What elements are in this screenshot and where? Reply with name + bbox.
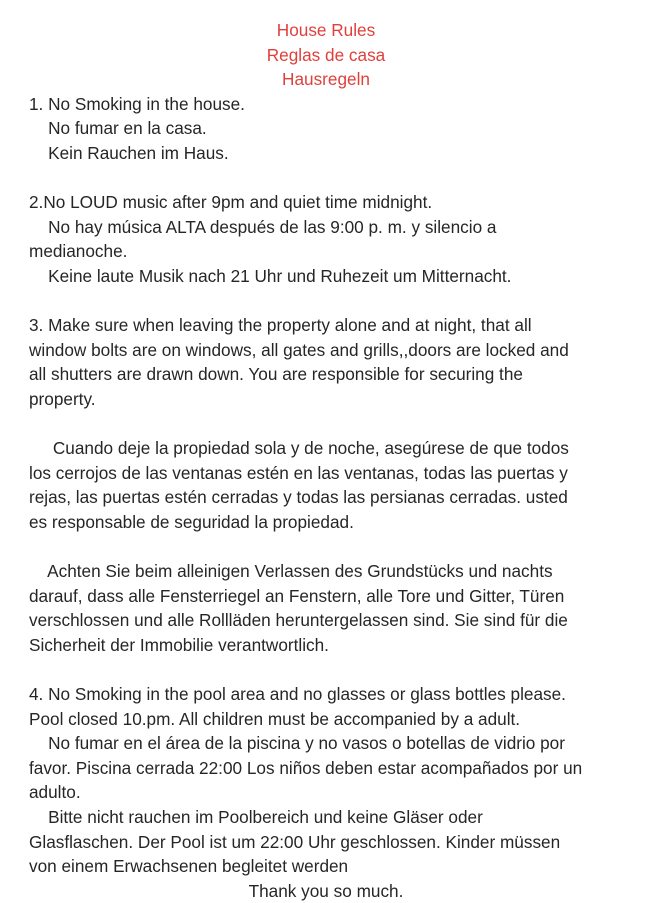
- spacer: [29, 412, 629, 437]
- rule-3-german-line: darauf, dass alle Fensterriegel an Fenstern, alle Tore und Gitter, Türen: [29, 585, 565, 606]
- rule-4-line: von einem Erwachsenen begleitet werden: [29, 856, 349, 877]
- rule-4-line: Bitte nicht rauchen im Poolbereich und keine Gläser oder: [29, 807, 483, 827]
- rule-4-line: Glasflaschen. Der Pool ist um 22:00 Uhr geschlossen. Kinder müssen: [29, 831, 561, 852]
- rule-3-spanish: [29, 436, 629, 534]
- house-rules-document: [29, 18, 629, 903]
- rule-3-spanish-line: rejas, las puertas estén cerradas y todas las persianas cerradas. usted: [29, 487, 568, 508]
- rule-3-spanish-line: Cuando deje la propiedad sola y de noche, asegúrese de que todos: [29, 438, 569, 459]
- spacer: [29, 289, 629, 314]
- rule-2-line: Keine laute Musik nach 21 Uhr und Ruhezeit um Mitternacht.: [29, 265, 512, 286]
- closing-thanks: Thank you so much.: [248, 880, 404, 901]
- rule-2-line: 2.No LOUD music after 9pm and quiet time midnight.: [29, 192, 433, 213]
- rule-1-line-english: 1. No Smoking in the house.: [29, 93, 245, 114]
- title-german: Hausregeln: [282, 69, 370, 90]
- rule-3-spanish-line: es responsable de seguridad la propiedad.: [29, 511, 354, 532]
- rule-1: [29, 92, 629, 166]
- rule-2-line: No hay música ALTA después de las 9:00 p. m. y silencio a: [29, 216, 497, 237]
- rule-4-line: 4. No Smoking in the pool area and no glasses or glass bottles please.: [29, 684, 566, 705]
- rule-3-english: [29, 313, 629, 411]
- rule-3-german: [29, 559, 629, 657]
- title-english: House Rules: [276, 20, 376, 40]
- rule-4-line: adulto.: [29, 782, 81, 803]
- rule-3-line: all shutters are drawn down. You are responsible for securing the: [29, 364, 523, 385]
- rule-1-line-german: Kein Rauchen im Haus.: [29, 142, 229, 163]
- rule-4: [29, 682, 629, 879]
- rule-3-german-line: verschlossen und alle Rollläden heruntergelassen sind. Sie sind für die: [29, 610, 568, 631]
- rule-1-line-spanish: No fumar en la casa.: [29, 118, 207, 139]
- rule-3-line: property.: [29, 388, 96, 409]
- rule-3-german-line: Achten Sie beim alleinigen Verlassen des Grundstücks und nachts: [29, 561, 553, 582]
- spacer: [29, 166, 629, 191]
- spacer: [29, 534, 629, 559]
- rule-2-line: medianoche.: [29, 241, 128, 262]
- rule-3-german-line: Sicherheit der Immobilie verantwortlich.: [29, 634, 329, 655]
- title-spanish: Reglas de casa: [266, 44, 386, 65]
- spacer: [29, 657, 629, 682]
- title-block: [29, 18, 623, 92]
- rule-3-spanish-line: los cerrojos de las ventanas estén en las ventanas, todas las puertas y: [29, 462, 568, 483]
- rule-4-line: Pool closed 10.pm. All children must be accompanied by a adult.: [29, 708, 521, 729]
- rule-4-line: No fumar en el área de la piscina y no vasos o botellas de vidrio por: [29, 733, 565, 754]
- rule-3-line: window bolts are on windows, all gates and grills,,doors are locked and: [29, 339, 569, 360]
- rule-2: [29, 190, 629, 288]
- rule-4-line: favor. Piscina cerrada 22:00 Los niños deben estar acompañados por un: [29, 757, 583, 778]
- rule-3-line: 3. Make sure when leaving the property alone and at night, that all: [29, 315, 532, 336]
